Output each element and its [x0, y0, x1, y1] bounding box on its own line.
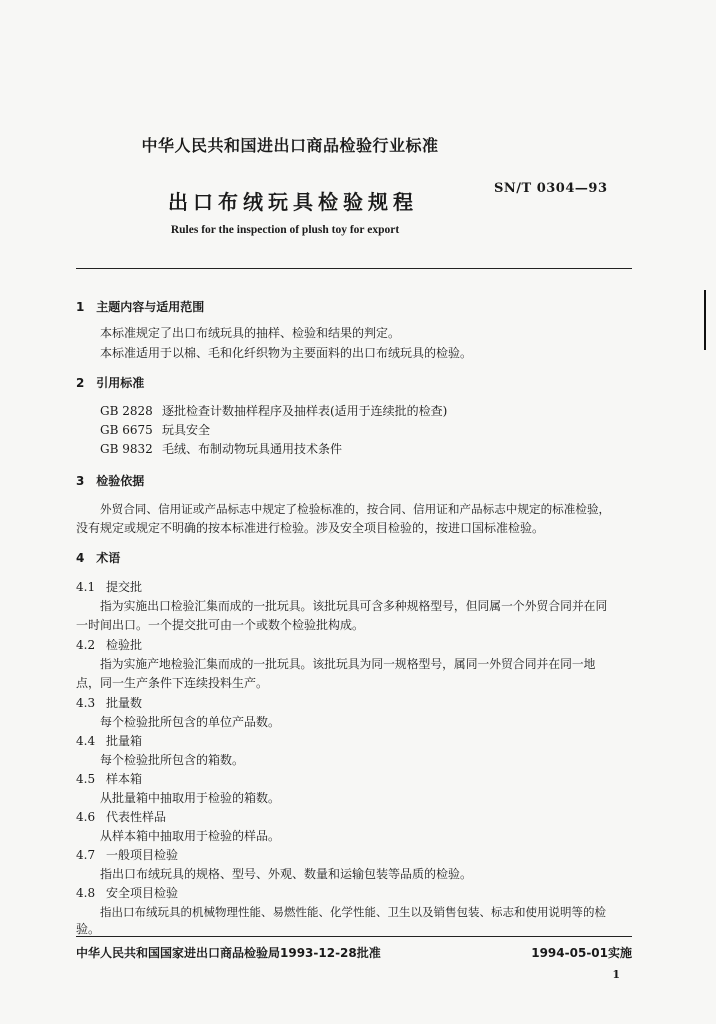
- term-heading: [76, 578, 142, 595]
- section-title: 检验依据: [96, 474, 145, 488]
- term-heading: [76, 636, 142, 653]
- term-definition: 从批量箱中抽取用于检验的箱数。: [100, 791, 281, 805]
- term-name: 批量箱: [106, 734, 143, 748]
- term-definition: 每个检验批所包含的箱数。: [100, 753, 245, 767]
- section-title: 引用标准: [96, 376, 145, 390]
- term-heading: [76, 732, 142, 749]
- paragraph: 本标准规定了出口布绒玩具的抽样、检验和结果的判定。: [100, 326, 401, 340]
- reference-code: GB 9832: [100, 442, 153, 456]
- term-number: 4.2: [76, 638, 96, 652]
- reference-title: 逐批检查计数抽样程序及抽样表(适用于连续批的检查): [162, 404, 448, 418]
- approval-line: 中华人民共和国国家进出口商品检验局1993-12-28批准: [76, 946, 381, 960]
- term-number: 4.7: [76, 848, 96, 862]
- term-name: 代表性样品: [106, 810, 167, 824]
- paragraph: 本标准适用于以棉、毛和化纤织物为主要面料的出口布绒玩具的检验。: [100, 346, 473, 360]
- reference-item: [100, 421, 210, 439]
- term-definition: 每个检验批所包含的单位产品数。: [100, 715, 281, 729]
- section-title: 主题内容与适用范围: [96, 300, 205, 314]
- term-definition: 一时间出口。一个提交批可由一个或数个检验批构成。: [76, 618, 365, 632]
- reference-item: [100, 402, 447, 420]
- section-1-heading: [76, 298, 204, 315]
- term-name: 提交批: [106, 580, 143, 594]
- effective-date: 1994-05-01实施: [531, 946, 632, 960]
- standard-code: SN/T 0304—93: [494, 181, 608, 196]
- document-title: 出口布绒玩具检验规程: [168, 190, 418, 214]
- section-2-heading: [76, 374, 144, 391]
- term-name: 安全项目检验: [106, 886, 179, 900]
- term-heading: [76, 808, 166, 825]
- paragraph-line: 没有规定或规定不明确的按本标准进行检验。涉及安全项目检验的，按进口国标准检验。: [76, 521, 545, 535]
- term-heading: [76, 770, 142, 787]
- paragraph-line: 外贸合同、信用证或产品标志中规定了检验标准的，按合同、信用证和产品标志中规定的标准检验，: [100, 502, 611, 516]
- reference-item: [100, 440, 342, 458]
- section-3-heading: [76, 472, 144, 489]
- english-title: Rules for the inspection of plush toy for export: [170, 224, 400, 236]
- term-definition: 指出口布绒玩具的规格、型号、外观、数量和运输包装等品质的检验。: [100, 867, 473, 881]
- section-title: 术语: [96, 551, 121, 565]
- term-number: 4.3: [76, 696, 96, 710]
- term-number: 4.6: [76, 810, 96, 824]
- term-name: 检验批: [106, 638, 143, 652]
- header-rule: [76, 268, 632, 269]
- standard-organization: 中华人民共和国进出口商品检验行业标准: [141, 136, 439, 155]
- term-number: 4.4: [76, 734, 96, 748]
- term-name: 样本箱: [106, 772, 143, 786]
- term-name: 批量数: [106, 696, 143, 710]
- term-number: 4.8: [76, 886, 96, 900]
- term-name: 一般项目检验: [106, 848, 179, 862]
- term-heading: [76, 694, 142, 711]
- term-definition: 指出口布绒玩具的机械物理性能、易燃性能、化学性能、卫生以及销售包装、标志和使用说明等的检: [100, 905, 606, 919]
- term-definition: 验。: [76, 922, 101, 936]
- term-definition: 指为实施出口检验汇集而成的一批玩具。该批玩具可含多种规格型号，但同属一个外贸合同并在同: [100, 599, 608, 613]
- reference-title: 毛绒、布制动物玩具通用技术条件: [162, 442, 343, 456]
- term-definition: 从样本箱中抽取用于检验的样品。: [100, 829, 281, 843]
- reference-code: GB 2828: [100, 404, 153, 418]
- term-definition: 点，同一生产条件下连续投料生产。: [76, 676, 269, 690]
- footer-rule: [76, 936, 632, 937]
- section-number: 3: [76, 474, 85, 488]
- section-number: 2: [76, 376, 85, 390]
- term-definition: 指为实施产地检验汇集而成的一批玩具。该批玩具为同一规格型号，属同一外贸合同并在同一地: [100, 657, 596, 671]
- term-heading: [76, 846, 178, 863]
- reference-code: GB 6675: [100, 423, 153, 437]
- page-number: 1: [612, 968, 620, 981]
- margin-mark: [704, 290, 706, 350]
- term-number: 4.1: [76, 580, 96, 594]
- term-heading: [76, 884, 178, 901]
- term-number: 4.5: [76, 772, 96, 786]
- section-4-heading: [76, 549, 120, 566]
- section-number: 4: [76, 551, 85, 565]
- section-number: 1: [76, 300, 85, 314]
- reference-title: 玩具安全: [162, 423, 211, 437]
